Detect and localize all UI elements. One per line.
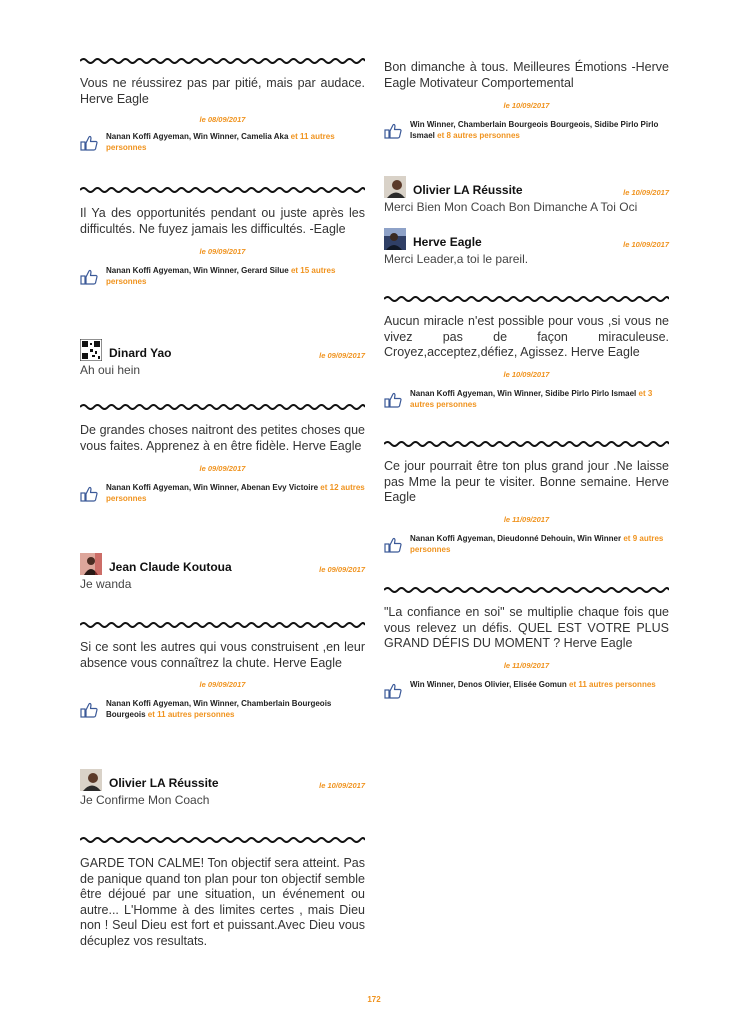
wave-separator [80,186,365,194]
post-date: le 09/09/2017 [199,247,246,256]
thumbs-up-icon [384,123,402,139]
wave-separator [80,836,365,844]
post-text: De grandes choses naitront des petites choses que vous faites. Apprenez à en être fidèle. Herve Eagle [80,423,365,453]
comment [80,339,365,377]
likes-names: Nanan Koffi Agyeman, Win Winner, Chamberlain Bourgeois Bourgeois [106,699,332,719]
comment-date: le 09/09/2017 [319,351,365,360]
likes-summary[interactable] [80,698,365,720]
thumbs-up-icon [80,135,98,151]
comment [80,769,365,807]
comment-date: le 09/09/2017 [319,565,365,574]
comment [384,228,669,266]
post-date: le 10/09/2017 [503,369,550,379]
likes-names: Nanan Koffi Agyeman, Win Winner, Camelia Aka [106,132,289,141]
post-text: Bon dimanche à tous. Meilleures Émotions -Herve Eagle Motivateur Comportemental [384,60,669,90]
likes-names: Win Winner, Chamberlain Bourgeois Bourgeois, Sidibe Pirlo Pirlo Ismael [410,120,659,140]
comment-text: Ah oui hein [80,363,141,377]
thumbs-up-icon [384,537,402,553]
wave-separator [80,403,365,411]
post-date: le 09/09/2017 [199,464,246,473]
comment-text: Je wanda [80,577,132,591]
likes-summary[interactable] [384,679,669,690]
post [384,440,669,555]
commenter-name[interactable]: Dinard Yao [109,346,172,360]
likes-summary[interactable] [384,388,669,410]
thumbs-up-icon [80,702,98,718]
user-avatar[interactable] [80,769,102,791]
post-text: "La confiance en soi" se multiplie chaque fois que vous relevez un défis. QUEL EST VOTRE PLUS GRAND DÉFIS DU MOMENT ? Herve Eagle [384,605,669,650]
likes-more[interactable]: et 9 autres personnes [410,533,664,554]
likes-summary[interactable] [80,482,365,504]
commenter-name[interactable]: Jean Claude Koutoua [109,560,232,574]
post-date: le 11/09/2017 [503,660,550,670]
post [80,621,365,720]
post-text: Ce jour pourrait être ton plus grand jour .Ne laisse pas Mme la peur te visiter. Bonne semaine. Herve Eagle [384,459,669,504]
user-avatar[interactable] [384,228,406,250]
post-text: Il Ya des opportunités pendant ou juste après les difficultés. Ne fuyez jamais les difficultés. -Eagle [80,206,365,236]
likes-more[interactable]: et 15 autres personnes [106,266,336,286]
likes-more[interactable]: et 12 autres personnes [106,483,365,503]
likes-more[interactable]: et 11 autres personnes [569,679,656,689]
comment-header [80,339,365,361]
likes-names: Nanan Koffi Agyeman, Dieudonné Dehouin, Win Winner [410,533,622,543]
comment-text: Je Confirme Mon Coach [80,793,210,807]
likes-more[interactable]: et 3 autres personnes [410,388,653,409]
page-number: 172 [367,995,381,1004]
post [80,403,365,504]
likes-names: Nanan Koffi Agyeman, Win Winner, Gerard Silue [106,266,289,275]
comment-header [80,553,365,575]
likes-names: Nanan Koffi Agyeman, Win Winner, Abenan Evy Victoire [106,483,319,492]
comment-text: Merci Bien Mon Coach Bon Dimanche A Toi Oci [384,200,638,214]
post-date: le 11/09/2017 [503,514,550,524]
post-text: Si ce sont les autres qui vous construisent ,en leur absence vous connaîtrez la chute. Herve Eagle [80,640,365,670]
wave-separator [384,440,669,448]
post [80,836,365,949]
likes-summary[interactable] [80,131,365,153]
comment [384,176,669,214]
thumbs-up-icon [80,486,98,502]
post-text: Vous ne réussirez pas par pitié, mais par audace. Herve Eagle [80,76,365,106]
likes-names: Nanan Koffi Agyeman, Win Winner, Sidibe Pirlo Pirlo Ismael [410,388,637,398]
comment-header [384,228,669,250]
comment-date: le 10/09/2017 [623,188,669,197]
likes-summary[interactable] [384,533,669,555]
post [384,586,669,690]
comment-header [80,769,365,791]
wave-separator [384,295,669,303]
thumbs-up-icon [80,269,98,285]
comment-text: Merci Leader,a toi le pareil. [384,252,529,266]
wave-separator [384,586,669,594]
user-avatar[interactable] [384,176,406,198]
likes-names: Win Winner, Denos Olivier, Elisée Gomun [410,679,567,689]
commenter-name[interactable]: Olivier LA Réussite [109,776,219,790]
thumbs-up-icon [384,392,402,408]
wave-separator [80,57,365,65]
post-date: le 09/09/2017 [199,680,246,689]
comment-header [384,176,669,198]
comment-date: le 10/09/2017 [319,781,365,790]
likes-more[interactable]: et 8 autres personnes [437,131,520,140]
likes-more[interactable]: et 11 autres personnes [106,132,335,152]
comment-date: le 10/09/2017 [623,240,669,249]
likes-summary[interactable] [80,265,365,287]
post-date: le 10/09/2017 [503,101,550,110]
comment [80,553,365,591]
commenter-name[interactable]: Olivier LA Réussite [413,183,523,197]
user-avatar[interactable] [80,553,102,575]
post-date: le 08/09/2017 [199,115,246,124]
wave-separator [80,621,365,629]
thumbs-up-icon [384,683,402,699]
post [80,57,365,153]
commenter-name[interactable]: Herve Eagle [413,235,482,249]
post-text: GARDE TON CALME! Ton objectif sera atteint. Pas de panique quand ton plan pour ton objectif semble être déjoué par une situation, un événement ou autre... L'Homme à des limites certes , mais Dieu non ! Seul Dieu est fort et puissant.Avec Dieu vous décuplez vos resultats. [80,856,365,948]
qr-avatar[interactable] [80,339,102,361]
likes-more[interactable]: et 11 autres personnes [147,710,235,719]
post [80,186,365,287]
post [384,60,669,141]
post-text: Aucun miracle n'est possible pour vous ,si vous ne vivez pas de façon miraculeuse. Croyez,acceptez,défiez, Agissez. Herve Eagle [384,314,669,359]
likes-summary[interactable] [384,119,669,141]
post [384,295,669,410]
